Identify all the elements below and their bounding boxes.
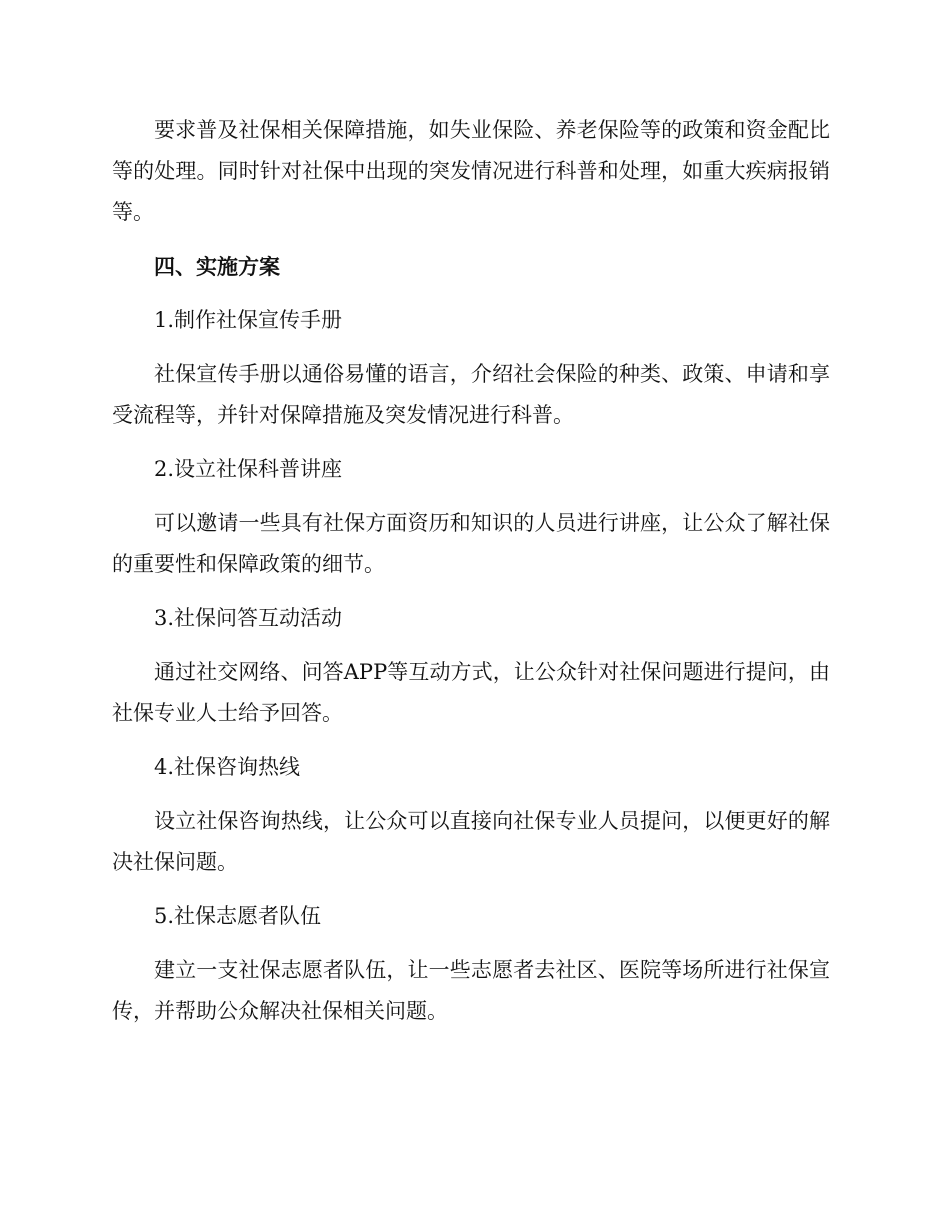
item-4-title: 4.社保咨询热线 <box>154 755 301 779</box>
document-body <box>112 110 830 1045</box>
item-1-title: 1.制作社保宣传手册 <box>154 308 343 332</box>
item-2-title: 2.设立社保科普讲座 <box>154 457 343 481</box>
item-1-body: 社保宣传手册以通俗易懂的语言，介绍社会保险的种类、政策、申请和享受流程等，并针对保障措施及突发情况进行科普。 <box>112 362 830 427</box>
section-heading: 四、实施方案 <box>154 254 280 279</box>
item-2-body: 可以邀请一些具有社保方面资历和知识的人员进行讲座，让公众了解社保的重要性和保障政策的细节。 <box>112 511 830 576</box>
intro-paragraph: 要求普及社保相关保障措施，如失业保险、养老保险等的政策和资金配比等的处理。同时针对社保中出现的突发情况进行科普和处理，如重大疾病报销等。 <box>112 118 830 224</box>
item-3-body: 通过社交网络、问答APP等互动方式，让公众针对社保问题进行提问，由社保专业人士给予回答。 <box>112 660 830 725</box>
item-5-body: 建立一支社保志愿者队伍，让一些志愿者去社区、医院等场所进行社保宣传，并帮助公众解决社保相关问题。 <box>112 958 830 1023</box>
item-4-body: 设立社保咨询热线，让公众可以直接向社保专业人员提问，以便更好的解决社保问题。 <box>112 809 830 874</box>
item-3-title: 3.社保问答互动活动 <box>154 606 343 630</box>
item-5-title: 5.社保志愿者队伍 <box>154 904 322 928</box>
